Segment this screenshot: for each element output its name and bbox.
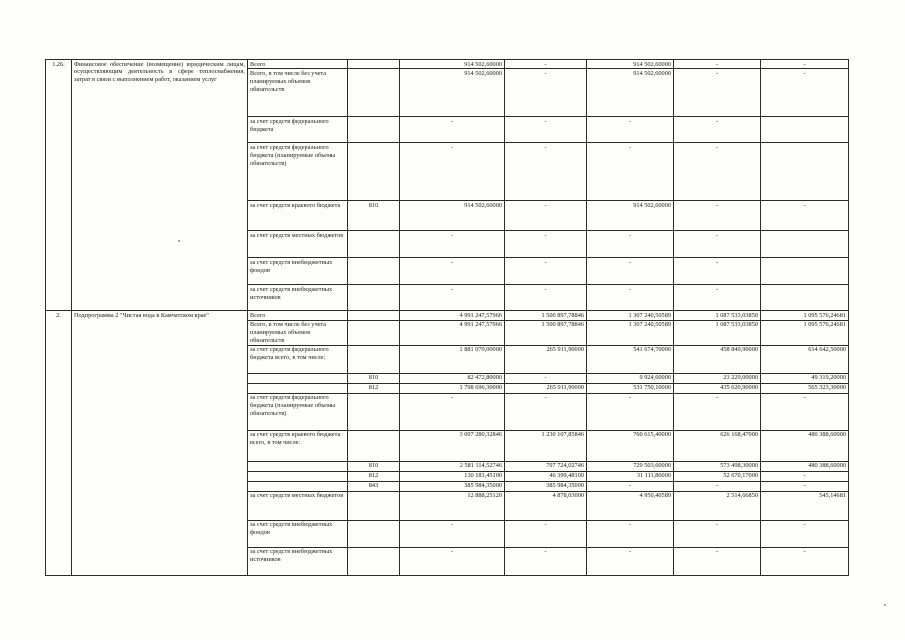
amount-cell: - [505,60,587,69]
funding-source-label: Всего, в том числе без учета планируемых объемов обязательств [248,69,348,117]
amount-cell: - [505,373,587,383]
funding-source-label [248,471,348,481]
amount-cell: 52 670,17000 [674,471,761,481]
funding-source-label: за счет средств местных бюджетов [248,231,348,258]
amount-cell: - [587,143,674,201]
amount-cell: 1 307 240,50589 [587,320,674,345]
amount-cell: 914 502,60000 [587,201,674,231]
amount-cell: 265 911,90000 [505,345,587,373]
amount-cell: - [587,520,674,547]
amount-cell: 458 849,90000 [674,345,761,373]
funding-source-label: Всего [248,311,348,320]
funding-source-label [248,373,348,383]
amount-cell: - [400,393,505,430]
amount-cell: 914 502,60000 [400,69,505,117]
amount-cell: - [674,481,761,491]
amount-cell: 385 984,35000 [400,481,505,491]
amount-cell: 914 502,60000 [587,60,674,69]
amount-cell [761,143,849,201]
budget-code [348,117,400,143]
amount-cell: 480 388,60000 [761,430,849,461]
amount-cell: - [761,60,849,69]
amount-cell: 626 168,47000 [674,430,761,461]
budget-code: 810 [348,461,400,471]
amount-cell: - [400,547,505,575]
budget-code [348,547,400,575]
amount-cell: 23 229,00000 [674,373,761,383]
section-index: 1.26. [46,60,72,311]
amount-cell: 1 095 576,24681 [761,320,849,345]
budget-code [348,345,400,373]
amount-cell: - [761,393,849,430]
budget-table [45,59,849,576]
funding-source-label: за счет средств краевого бюджета всего, в том числе: [248,430,348,461]
budget-code [348,285,400,311]
funding-source-label: за счет средств местных бюджетов [248,491,348,520]
budget-code: 812 [348,383,400,393]
amount-cell: - [761,520,849,547]
funding-source-label: за счет средств внебюджетных источников [248,285,348,311]
amount-cell: 614 642,50000 [761,345,849,373]
scan-speck [884,604,886,606]
budget-code [348,520,400,547]
amount-cell: - [674,547,761,575]
amount-cell: - [674,60,761,69]
amount-cell: - [505,285,587,311]
funding-source-label [248,383,348,393]
funding-source-label [248,481,348,491]
amount-cell: 4 878,03000 [505,491,587,520]
amount-cell: 265 911,90000 [505,383,587,393]
amount-cell: 1 798 696,30000 [400,383,505,393]
amount-cell: - [761,201,849,231]
funding-source-label [248,461,348,471]
amount-cell: - [674,285,761,311]
amount-cell: - [761,471,849,481]
amount-cell [761,231,849,258]
amount-cell: - [505,231,587,258]
amount-cell: 914 502,60000 [587,69,674,117]
funding-source-label: Всего, в том числе без учета планируемых объемов обязательств [248,320,348,345]
amount-cell: - [400,520,505,547]
amount-cell: 49 319,20000 [761,373,849,383]
scan-speck [178,240,180,242]
amount-cell: 3 097 280,32846 [400,430,505,461]
amount-cell: 573 498,30000 [674,461,761,471]
amount-cell: - [674,393,761,430]
funding-source-label: за счет средств внебюджетных фондов [248,258,348,285]
budget-code [348,231,400,258]
amount-cell [761,285,849,311]
amount-cell: - [505,69,587,117]
amount-cell: 385 984,35000 [505,481,587,491]
amount-cell: 531 750,10000 [587,383,674,393]
amount-cell: 797 724,02746 [505,461,587,471]
amount-cell: - [587,481,674,491]
amount-cell: 130 181,45100 [400,471,505,481]
amount-cell: 1 881 079,00000 [400,345,505,373]
budget-code [348,60,400,69]
funding-source-label: за счет средств внебюджетных фондов [248,520,348,547]
budget-code [348,143,400,201]
budget-code [348,393,400,430]
amount-cell: 435 620,90000 [674,383,761,393]
amount-cell [761,258,849,285]
section-title: Финансовое обеспечение (возмещение) юридическим лицам, осуществляющим деятельность в сфере теплоснабжения, затрат в связи с выполнением работ, оказанием услуг [72,60,248,311]
amount-cell: - [505,520,587,547]
amount-cell: - [400,231,505,258]
amount-cell: 46 399,48100 [505,471,587,481]
funding-source-label: за счет средств краевого бюджета [248,201,348,231]
funding-source-label: за счет средств федерального бюджета [248,117,348,143]
amount-cell: 4 950,40589 [587,491,674,520]
amount-cell: - [761,547,849,575]
amount-cell: - [587,231,674,258]
amount-cell: 9 924,60000 [587,373,674,383]
amount-cell: - [400,285,505,311]
budget-code [348,491,400,520]
budget-code [348,258,400,285]
amount-cell: 1 230 107,85846 [505,430,587,461]
amount-cell: 565 323,30000 [761,383,849,393]
budget-code: 843 [348,481,400,491]
budget-code: 812 [348,471,400,481]
budget-code: 810 [348,201,400,231]
amount-cell: - [505,258,587,285]
amount-cell: - [400,143,505,201]
amount-cell: - [761,481,849,491]
table-row [46,311,849,320]
amount-cell: 1 500 897,78846 [505,320,587,345]
amount-cell: - [505,393,587,430]
amount-cell [761,117,849,143]
amount-cell: 1 500 897,78846 [505,311,587,320]
amount-cell: 545,14681 [761,491,849,520]
budget-code [348,311,400,320]
amount-cell: 480 388,60000 [761,461,849,471]
table-row [46,60,849,69]
amount-cell: 12 888,25120 [400,491,505,520]
amount-cell: - [587,117,674,143]
amount-cell: 914 502,60000 [400,60,505,69]
amount-cell: 31 111,80000 [587,471,674,481]
amount-cell: - [587,393,674,430]
amount-cell: 4 991 247,57966 [400,311,505,320]
amount-cell: 82 472,80000 [400,373,505,383]
amount-cell: 1 087 533,03850 [674,311,761,320]
amount-cell: 760 615,40000 [587,430,674,461]
amount-cell: 2 514,66850 [674,491,761,520]
amount-cell: 4 991 247,57966 [400,320,505,345]
amount-cell: - [400,258,505,285]
funding-source-label: Всего [248,60,348,69]
amount-cell: - [674,69,761,117]
amount-cell: - [587,547,674,575]
budget-code [348,320,400,345]
funding-source-label: за счет средств федерального бюджета (планируемые объемы обязательств) [248,143,348,201]
amount-cell: - [674,520,761,547]
amount-cell: - [674,231,761,258]
amount-cell: - [505,143,587,201]
amount-cell: 541 674,70000 [587,345,674,373]
amount-cell: - [674,143,761,201]
amount-cell: 1 087 533,03850 [674,320,761,345]
amount-cell: 1 095 576,24681 [761,311,849,320]
amount-cell: 914 502,60000 [400,201,505,231]
budget-code [348,430,400,461]
funding-source-label: за счет средств федерального бюджета всего, в том числе: [248,345,348,373]
amount-cell: - [587,258,674,285]
amount-cell: - [674,258,761,285]
amount-cell: 729 503,60000 [587,461,674,471]
amount-cell: - [400,117,505,143]
budget-code [348,69,400,117]
section-index: 2. [46,311,72,575]
funding-source-label: за счет средств федерального бюджета (планируемые объемы обязательств) [248,393,348,430]
amount-cell: - [761,69,849,117]
amount-cell: - [505,547,587,575]
amount-cell: - [505,117,587,143]
amount-cell: - [587,285,674,311]
amount-cell: - [674,201,761,231]
section-title: Подпрограмма 2 "Чистая вода в Камчатском крае" [72,311,248,575]
amount-cell: - [674,117,761,143]
amount-cell: 1 307 240,50589 [587,311,674,320]
amount-cell: 2 581 114,52746 [400,461,505,471]
amount-cell: - [505,201,587,231]
funding-source-label: за счет средств внебюджетных источников [248,547,348,575]
budget-code: 810 [348,373,400,383]
